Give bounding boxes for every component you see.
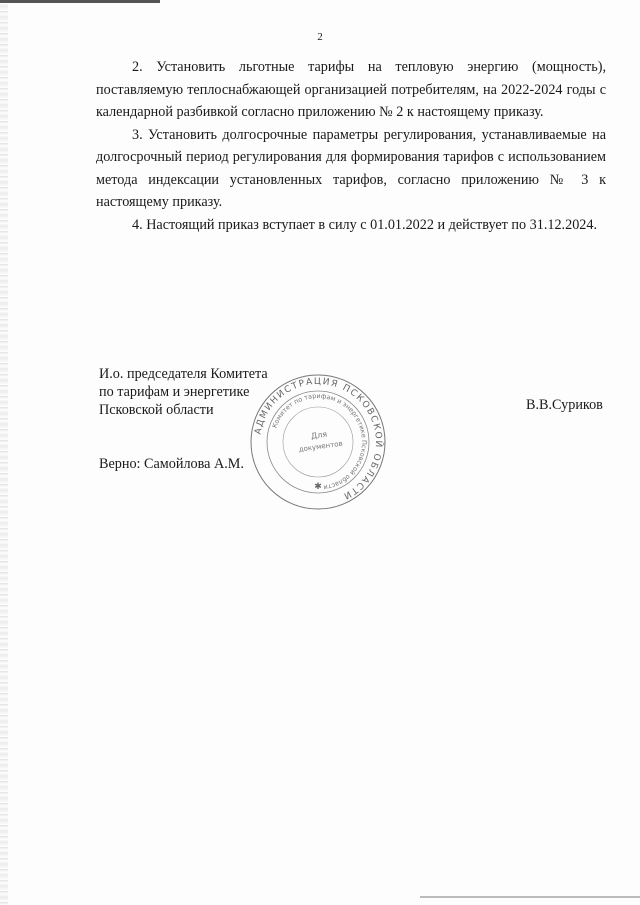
- stamp-outer-text: АДМИНИСТРАЦИЯ ПСКОВСКОЙ ОБЛАСТИ: [253, 376, 384, 502]
- stamp-center-line1: Для: [310, 429, 328, 441]
- document-body: [96, 56, 606, 236]
- stamp-star-icon: ✱: [314, 481, 322, 491]
- scan-edge-left: [0, 0, 8, 905]
- paragraph-2: 2. Установить льготные тарифы на тепловую энергию (мощность), поставляемую теплоснабжающей организацией потребителям, на 2022-2024 годы с календарной разбивкой согласно приложению № 2 к настоящему приказу.: [96, 59, 606, 120]
- stamp-inner-text: Комитет по тарифам и энергетике Псковской области: [270, 391, 369, 492]
- signatory-position: [99, 365, 268, 419]
- paragraph-4: 4. Настоящий приказ вступает в силу с 01.01.2022 и действует по 31.12.2024.: [132, 216, 598, 233]
- scan-edge-bottom: [420, 896, 640, 898]
- official-stamp: [248, 372, 388, 512]
- position-line: Псковской области: [99, 402, 214, 418]
- position-line: по тарифам и энергетике: [99, 384, 250, 400]
- page-number: 2: [317, 31, 323, 43]
- paragraph-3: 3. Установить долгосрочные параметры регулирования, устанавливаемые на долгосрочный период регулирования для формирования тарифов с использованием метода индексации установленных тарифов, согласно приложению № 3 к настоящему приказу.: [96, 126, 606, 210]
- position-line: И.о. председателя Комитета: [99, 366, 268, 382]
- stamp-center-line2: документов: [298, 439, 344, 454]
- signatory-name: В.В.Суриков: [526, 397, 603, 413]
- scan-edge-top: [0, 0, 160, 3]
- certified-copy-note: Верно: Самойлова А.М.: [99, 456, 244, 472]
